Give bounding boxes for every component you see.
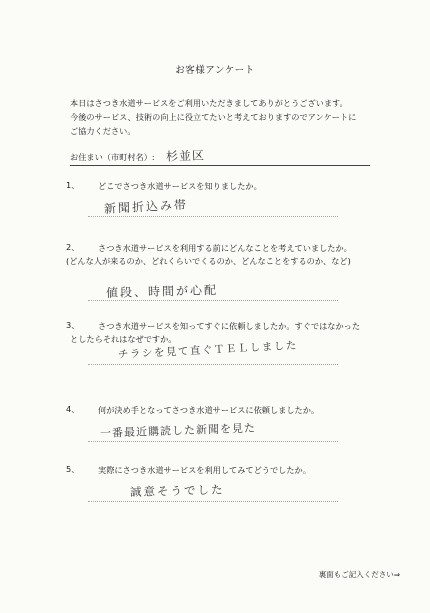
address-label: お住まい（市町村名）: bbox=[70, 152, 155, 162]
question-number: 1、 bbox=[66, 180, 80, 190]
question-subtext: (どんな人が来るのか、どれくらいでくるのか、どんなことをするのか、など) bbox=[66, 256, 351, 266]
answer-2: 値段、時間が心配 bbox=[105, 283, 219, 300]
answer-5: 誠意そうでした bbox=[129, 482, 225, 499]
answer-3: チラシを見て直ぐＴＥＬしました bbox=[117, 339, 299, 361]
intro-line-3: ご協力ください。 bbox=[70, 126, 136, 136]
answer-4: 一番最近購読した新聞を見た bbox=[99, 421, 257, 440]
question-text: 何が決め手となってさつき水道サービスに依頼しましたか。 bbox=[98, 405, 320, 415]
question-text: さつき水道サービスを利用する前にどんなことを考えていましたか。 bbox=[98, 243, 352, 253]
answer-line bbox=[88, 364, 338, 365]
page-title: お客様アンケート bbox=[175, 65, 255, 76]
question-text: 実際にさつき水道サービスを利用してみてどうでしたか。 bbox=[98, 465, 311, 475]
question-number: 2、 bbox=[66, 242, 80, 252]
continue-note: 裏面もご記入ください⇒ bbox=[318, 570, 400, 579]
answer-line bbox=[88, 300, 338, 301]
question-text: さつき水道サービスを知ってすぐに依頼しましたか。すぐではなかった bbox=[98, 321, 361, 331]
answer-line bbox=[88, 216, 338, 217]
address-field bbox=[70, 148, 370, 166]
answer-line bbox=[88, 501, 338, 502]
question-subtext: としたらそれはなぜですか。 bbox=[70, 334, 177, 344]
intro-text bbox=[70, 96, 400, 138]
question-number: 4、 bbox=[66, 404, 80, 414]
question-number: 3、 bbox=[66, 320, 80, 330]
answer-line bbox=[88, 441, 338, 442]
answer-1: 新聞折込み帯 bbox=[103, 197, 189, 216]
address-value: 杉並区 bbox=[165, 148, 206, 164]
intro-line-2: 今後のサービス、技術の向上に役立てたいと考えておりますのでアンケートに bbox=[70, 112, 357, 122]
question-text: どこでさつき水道サービスを知りましたか。 bbox=[98, 181, 262, 191]
intro-line-1: 本日はさつき水道サービスをご利用いただきましてありがとうございます。 bbox=[70, 98, 348, 108]
question-number: 5、 bbox=[66, 464, 80, 474]
